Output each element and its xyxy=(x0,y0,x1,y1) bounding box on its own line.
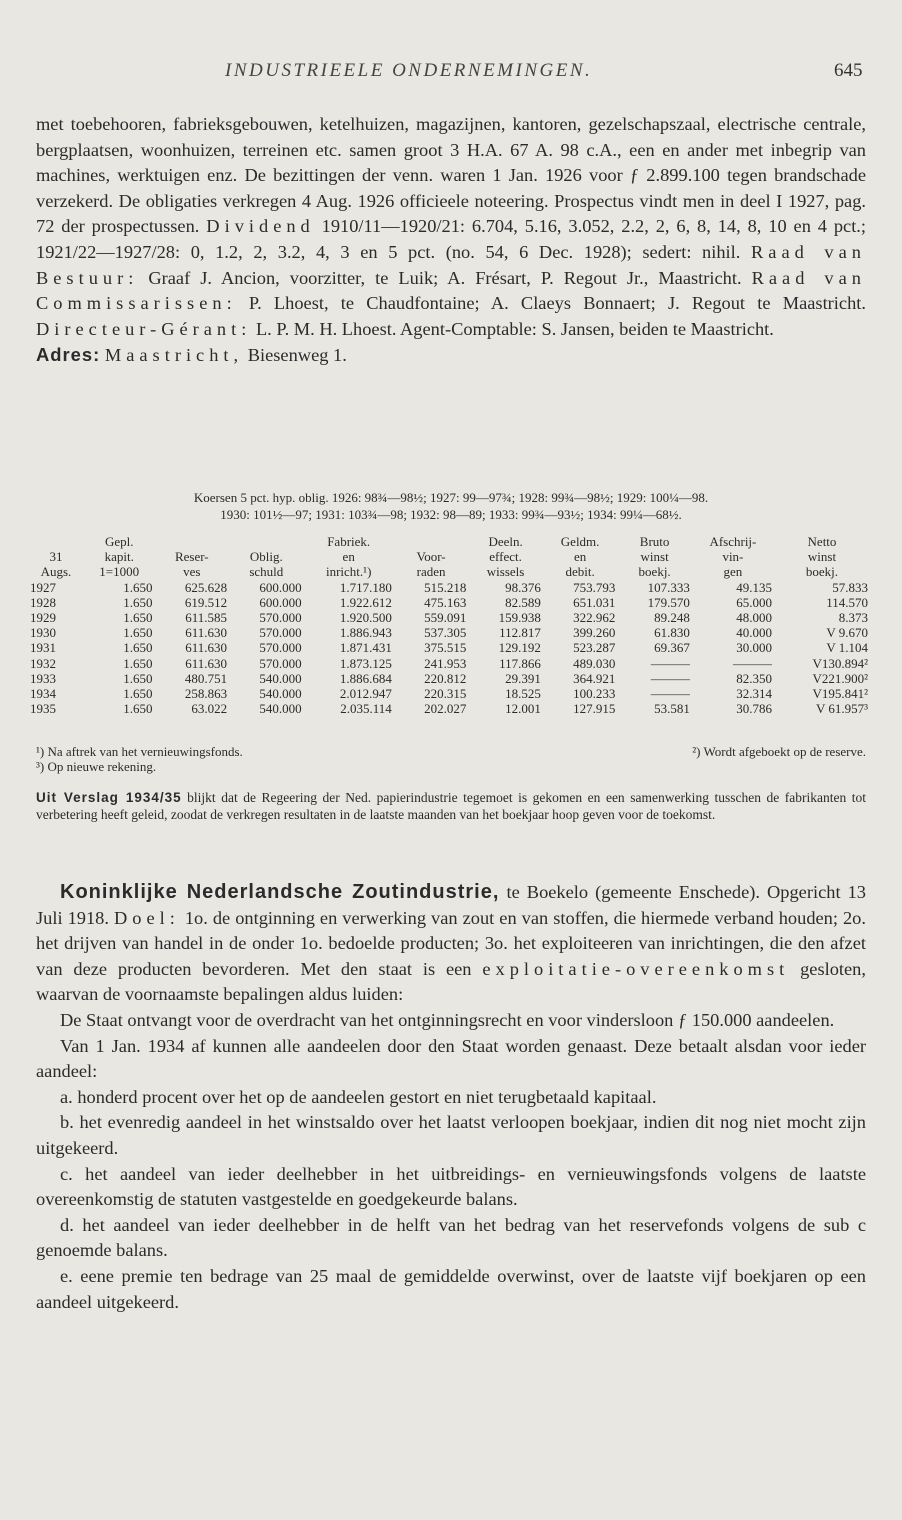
table-cell: 117.866 xyxy=(499,655,541,671)
page-number: 645 xyxy=(834,60,863,81)
table-header-cell: schuld xyxy=(249,564,284,580)
table-cell: 107.333 xyxy=(647,579,690,595)
table-header-cell: Deeln. xyxy=(488,534,523,549)
table-cell: 8.373 xyxy=(838,610,868,626)
table-header-cell: Afschrij- xyxy=(709,534,757,549)
table-cell: ——— xyxy=(650,655,690,671)
table-cell: 625.628 xyxy=(184,579,228,595)
table-row xyxy=(28,610,870,625)
verslag-label: Uit Verslag 1934/35 xyxy=(36,790,182,805)
table-cell: 2.012.947 xyxy=(339,686,392,702)
table-header-cell: debit. xyxy=(565,564,595,580)
description-paragraph xyxy=(36,112,866,342)
table-cell: 1.873.125 xyxy=(339,655,392,671)
table-cell: ——— xyxy=(650,670,690,686)
table-cell: 611.630 xyxy=(185,640,228,656)
table-cell: 82.589 xyxy=(505,594,541,610)
table-cell: 1934 xyxy=(30,686,56,702)
company-description xyxy=(36,112,866,369)
table-row xyxy=(28,595,870,610)
table-cell: 69.367 xyxy=(654,640,690,656)
running-head xyxy=(0,60,902,90)
table-header-cell: en xyxy=(342,549,355,565)
table-cell: 1928 xyxy=(30,594,56,610)
table-cell: 1935 xyxy=(30,701,56,717)
table-cell: 399.260 xyxy=(573,625,616,641)
zoutindustrie-intro xyxy=(36,880,866,1008)
table-row xyxy=(28,686,870,701)
table-cell: 364.921 xyxy=(573,670,616,686)
table-cell: 258.863 xyxy=(184,686,228,702)
table-cell: 241.953 xyxy=(424,655,467,671)
paragraph-staat: De Staat ontvangt voor de overdracht van het ontginningsrecht en voor vindersloon ƒ 150.000 aandeelen. xyxy=(60,1009,835,1030)
table-cell: 1.650 xyxy=(123,670,153,686)
table-cell: V 1.104 xyxy=(826,640,868,656)
directeur-text: L. P. M. H. Lhoest. Agent-Comptable: S. Jansen, beiden te Maastricht. xyxy=(255,318,774,339)
table-cell: 1.650 xyxy=(123,610,153,626)
koersen-line-1: Koersen 5 pct. hyp. oblig. 1926: 98¾—98½; 1927: 99—97¾; 1928: 99¾—98½; 1929: 100¼—98. xyxy=(193,490,709,505)
running-title: INDUSTRIEELE ONDERNEMINGEN. xyxy=(225,60,593,81)
table-row xyxy=(28,671,870,686)
table-header-cell: Voor- xyxy=(416,549,446,565)
table-cell: 611.630 xyxy=(185,655,228,671)
table-cell: 32.314 xyxy=(736,686,772,702)
table-header-cell: boekj. xyxy=(805,564,839,580)
table-header-cell: winst xyxy=(807,549,837,565)
list-item-e: e. eene premie ten bedrage van 25 maal de gemiddelde overwinst, over de laatste vijf boekjaren op een aandeel uitgekeerd. xyxy=(36,1265,866,1312)
table-cell: 1.650 xyxy=(123,594,153,610)
doel-label: Doel: xyxy=(113,907,180,928)
table-header-cell: Fabriek. xyxy=(327,534,371,549)
table-cell: 1.886.943 xyxy=(339,625,392,641)
table-cell: 89.248 xyxy=(654,610,690,626)
table-cell: 48.000 xyxy=(736,610,772,626)
footnote-row xyxy=(36,744,866,759)
table-cell: ——— xyxy=(650,686,690,702)
list-item-d: d. het aandeel van ieder deelhebber in de helft van het bedrag van het reservefonds volgens de sub c genoemde balans. xyxy=(36,1214,866,1261)
table-cell: 375.515 xyxy=(424,640,467,656)
table-cell: 49.135 xyxy=(736,579,772,595)
table-row xyxy=(28,640,870,655)
table-row xyxy=(28,701,870,716)
table-cell: 65.000 xyxy=(736,594,772,610)
koersen-block xyxy=(36,489,866,523)
table-header-cell: raden xyxy=(416,564,446,580)
table-cell: 61.830 xyxy=(654,625,690,641)
table-cell: 114.570 xyxy=(826,594,868,610)
table-cell: 651.031 xyxy=(573,594,616,610)
table-header-cell: ves xyxy=(183,564,201,580)
address-line xyxy=(36,342,866,369)
table-cell: 1932 xyxy=(30,655,56,671)
footnote-3: ³) Op nieuwe rekening. xyxy=(36,759,157,774)
table-header-cell: Bruto xyxy=(639,534,670,549)
property-text: met toebehooren, fabrieksgebouwen, ketelhuizen, magazijnen, kantoren, gezelschapszaal, electrische centrale, bergplaatsen, woonhuizen, terreinen etc. samen groot 3 H.A. 67 A. 98 c.A., een en ander met inbegrip van machines, werktuigen enz. De bezittingen der venn. waren 1 Jan. 1926 voor ƒ 2.899.100 tegen brandschade verzekerd. De obligaties verkregen 4 Aug. 1926 officieele noteering. Prospectus vindt men in deel I 1927, pag. 72 der prospectussen. xyxy=(36,114,866,237)
table-cell: 753.793 xyxy=(573,579,616,595)
table-cell: V195.841² xyxy=(812,686,868,702)
table-cell: 1931 xyxy=(30,640,56,656)
table-cell: 1.650 xyxy=(123,640,153,656)
adres-label: Adres: xyxy=(36,344,101,366)
table-cell: 2.035.114 xyxy=(340,701,392,717)
doel-tail: gesloten, waarvan de voornaamste bepalingen aldus luiden: xyxy=(36,958,866,1005)
table-cell: 1.886.684 xyxy=(339,670,392,686)
directeur-label: Directeur-Gérant: xyxy=(36,318,252,339)
table-header-cell xyxy=(229,534,304,549)
company-intro: te Boekelo (gemeente Enschede). Opgericht 13 Juli 1918. xyxy=(36,882,866,928)
table-header-cell xyxy=(155,534,230,549)
table-cell: 559.091 xyxy=(424,610,467,626)
table-cell: 220.812 xyxy=(424,670,467,686)
list-item-a: a. honderd procent over het op de aandeelen gestort en niet terugbetaald kapitaal. xyxy=(60,1086,657,1107)
table-cell: 489.030 xyxy=(573,655,616,671)
verslag-text: blijkt dat de Regeering der Ned. papierindustrie tegemoet is gekomen en een samenwerking tusschen de fabrikanten tot verbetering heeft geleid, zoodat de verkregen resultaten in de laatste maanden van het boekjaar hoop geven voor de toekomst. xyxy=(36,790,866,822)
table-cell: 29.391 xyxy=(505,670,541,686)
raad-commissarissen-label: Raad van Commissarissen: xyxy=(36,267,866,314)
table-cell: 1930 xyxy=(30,625,56,641)
exploitatie-term: exploitatie-overeenkomst xyxy=(482,958,790,979)
table-cell: V 61.957³ xyxy=(815,701,868,717)
verslag-paragraph xyxy=(36,790,866,823)
table-cell: 127.915 xyxy=(573,701,616,717)
table-cell: 159.938 xyxy=(498,610,541,626)
company-name: Koninklijke Nederlandsche Zoutindustrie, xyxy=(60,881,500,903)
table-cell: 1.717.180 xyxy=(339,579,392,595)
table-cell: 611.630 xyxy=(185,625,228,641)
raad-commissarissen-text: P. Lhoest, te Chaudfontaine; A. Claeys Bonnaert; J. Regout te Maastricht. xyxy=(248,293,866,314)
table-cell: 1.650 xyxy=(123,625,153,641)
table-header-cell: boekj. xyxy=(638,564,671,580)
table-cell: 1.650 xyxy=(123,686,153,702)
table-cell: 475.163 xyxy=(424,594,467,610)
table-header-cell: 1=1000 xyxy=(99,564,140,580)
table-header-cell: en xyxy=(573,549,587,565)
table-cell: V 9.670 xyxy=(826,625,868,641)
table-cell: 570.000 xyxy=(259,640,302,656)
table-cell: 1927 xyxy=(30,579,56,595)
financial-table xyxy=(28,534,870,716)
table-header-cell: gen xyxy=(723,564,743,580)
table-header-cell: Oblig. xyxy=(249,549,283,565)
table-body xyxy=(28,580,870,717)
table-cell: 570.000 xyxy=(259,625,302,641)
table-cell: 179.570 xyxy=(647,594,690,610)
table-row xyxy=(28,625,870,640)
table-cell: 129.192 xyxy=(498,640,541,656)
adres-street: Biesenweg 1. xyxy=(247,345,347,366)
table-cell: 540.000 xyxy=(259,701,302,717)
table-cell: 202.027 xyxy=(424,701,467,717)
table-header-cell: Gepl. xyxy=(104,534,134,549)
table-cell: 600.000 xyxy=(259,579,302,595)
table-cell: 30.786 xyxy=(736,701,772,717)
raad-bestuur-label: Raad van Bestuur: xyxy=(36,241,866,288)
table-header-cell: Geldm. xyxy=(560,534,600,549)
table-cell: 1.871.431 xyxy=(339,640,392,656)
table-cell: 30.000 xyxy=(736,640,772,656)
footnote-1: ¹) Na aftrek van het vernieuwingsfonds. xyxy=(36,744,243,759)
table-cell: 220.315 xyxy=(424,686,467,702)
dividend-label: Dividend xyxy=(206,216,315,237)
table-cell: 523.287 xyxy=(573,640,616,656)
table-header-row xyxy=(28,534,870,549)
table-cell: 480.751 xyxy=(184,670,228,686)
table-header-row xyxy=(28,549,870,564)
table-header-cell: vin- xyxy=(722,549,744,565)
table-cell: V130.894² xyxy=(812,655,868,671)
footnote-2: ²) Wordt afgeboekt op de reserve. xyxy=(692,744,866,759)
table-header-cell xyxy=(28,534,84,549)
table-cell: 537.305 xyxy=(424,625,467,641)
table-cell: 540.000 xyxy=(259,686,302,702)
table-header-cell: kapit. xyxy=(104,549,134,565)
table-header-cell: wissels xyxy=(486,564,525,580)
table-header xyxy=(28,534,870,580)
adres-city: Maastricht, xyxy=(104,345,244,366)
table-cell: 1929 xyxy=(30,610,56,626)
table-footnotes xyxy=(36,744,866,774)
table-cell: 40.000 xyxy=(736,625,772,641)
table-cell: 53.581 xyxy=(654,701,690,717)
table-cell: 112.817 xyxy=(499,625,541,641)
table-cell: 322.962 xyxy=(573,610,616,626)
table-cell: 100.233 xyxy=(573,686,616,702)
table-cell: 1.920.500 xyxy=(339,610,392,626)
raad-bestuur-text: Graaf J. Ancion, voorzitter, te Luik; A. Frésart, P. Regout Jr., Maastricht. xyxy=(148,267,742,288)
table-header-cell: 31 xyxy=(49,549,63,565)
table-cell: 1933 xyxy=(30,670,56,686)
table-cell: 540.000 xyxy=(259,670,302,686)
table-cell: 1.650 xyxy=(123,701,153,717)
table-header-cell xyxy=(394,534,469,549)
table-cell: 1.922.612 xyxy=(339,594,392,610)
table-cell: 570.000 xyxy=(259,655,302,671)
table-cell: 12.001 xyxy=(505,701,541,717)
table-cell: 82.350 xyxy=(736,670,772,686)
table-cell: 18.525 xyxy=(505,686,541,702)
table-header-cell: Reser- xyxy=(174,549,209,565)
dividend-text: 1910/11—1920/21: 6.704, 5.16, 3.052, 2.2, 2, 6, 8, 14, 8, 10 en 4 pct.; 1921/22—1927/28: 0, 1.2, 2, 3.2, 4, 3 en 5 pct. (no. 54, 6 Dec. 1928); sedert: nihil. xyxy=(36,216,867,262)
paragraph-1934: Van 1 Jan. 1934 af kunnen alle aandeelen door den Staat worden genaast. Deze betaalt alsdan voor ieder aandeel: xyxy=(36,1035,866,1082)
doel-text: 1o. de ontginning en verwerking van zout en van stoffen, die hiermede verband houden; 2o. het drijven van handel in de onder 1o. bedoelde producten; 3o. het exploiteeren van inrichtingen, die den afzet van deze producten bevorderen. Met den staat is een xyxy=(36,907,866,979)
table-cell: ——— xyxy=(732,655,772,671)
zoutindustrie-section xyxy=(36,880,866,1315)
table-header-row xyxy=(28,564,870,579)
table-cell: 619.512 xyxy=(184,594,228,610)
table-cell: 1.650 xyxy=(123,655,153,671)
koersen-line-2: 1930: 101½—97; 1931: 103¾—98; 1932: 98—89; 1933: 99¾—93½; 1934: 99¼—68½. xyxy=(220,507,682,522)
table-row xyxy=(28,580,870,595)
list-item-b: b. het evenredig aandeel in het winstsaldo over het laatst verloopen boekjaar, indien dit nog niet mocht zijn uitgekeerd. xyxy=(36,1112,866,1158)
table-cell: 570.000 xyxy=(259,610,302,626)
table-cell: 57.833 xyxy=(832,579,868,595)
verslag-block xyxy=(36,790,866,823)
table-cell: 98.376 xyxy=(505,579,541,595)
table-header-cell: Augs. xyxy=(40,564,72,580)
table-cell: 611.585 xyxy=(185,610,228,626)
table-cell: 1.650 xyxy=(123,579,153,595)
table-row xyxy=(28,656,870,671)
table-cell: 600.000 xyxy=(259,594,302,610)
table-header-cell: effect. xyxy=(489,549,522,565)
table-cell: V221.900² xyxy=(812,670,868,686)
table-header-cell: inricht.¹) xyxy=(325,564,372,580)
table-cell: 63.022 xyxy=(191,701,228,717)
table-header-cell: winst xyxy=(640,549,669,565)
table-cell: 515.218 xyxy=(424,579,467,595)
list-item-c: c. het aandeel van ieder deelhebber in het uitbreidings- en vernieuwingsfonds volgens de laatste overeenkomstig de statuten vastgestelde en goedgekeurde balans. xyxy=(36,1163,866,1210)
table-header-cell: Netto xyxy=(807,534,837,549)
